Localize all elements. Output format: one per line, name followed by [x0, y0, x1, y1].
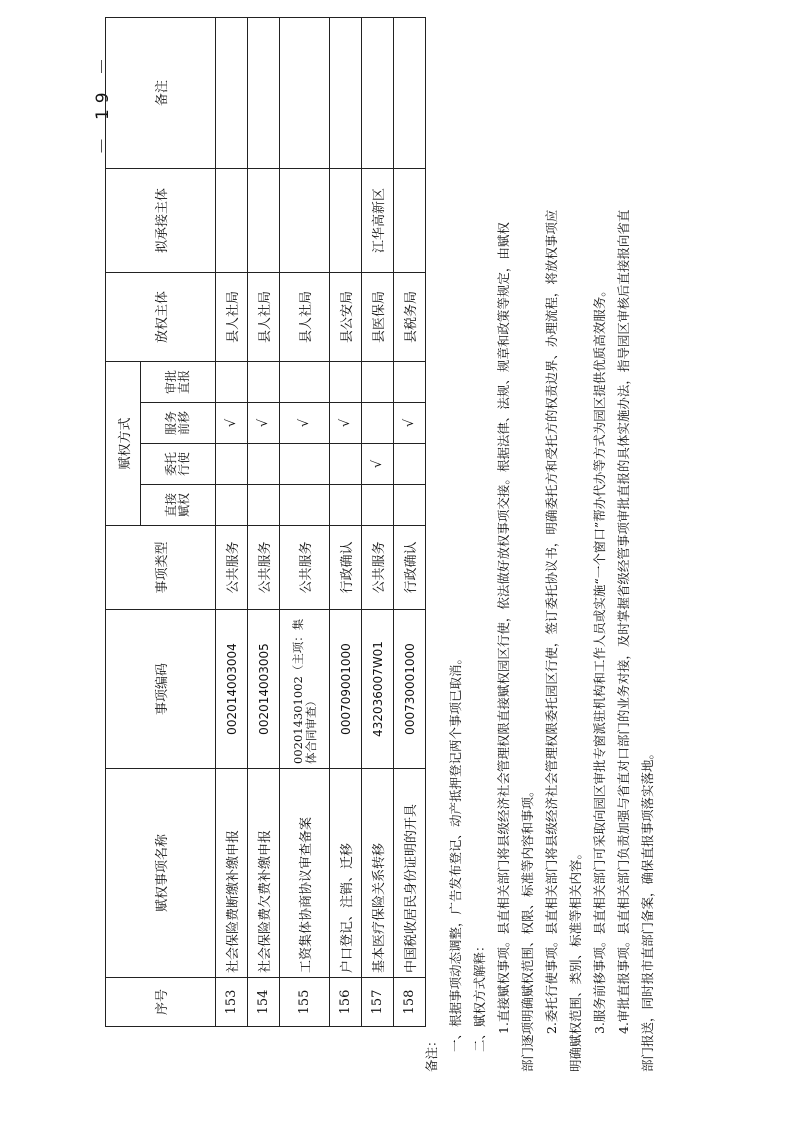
notes-label: 备注：	[424, 1034, 439, 1072]
cell-service: √	[248, 403, 280, 444]
cell-receiver	[216, 169, 248, 273]
cell-entrust	[280, 444, 330, 485]
header-seq: 序号	[106, 978, 216, 1027]
cell-approval	[330, 362, 362, 403]
cell-name: 基本医疗保险关系转移	[362, 769, 394, 978]
cell-grantor: 县人社局	[216, 273, 248, 362]
cell-receiver: 江华高新区	[362, 169, 394, 273]
header-remark: 备注	[106, 18, 216, 169]
cell-name: 工资集体协商协议审查备案	[280, 769, 330, 978]
cell-type: 公共服务	[216, 526, 248, 610]
header-mode-entrust: 委托行使	[141, 444, 216, 485]
cell-code: 002014003004	[216, 610, 248, 769]
cell-remark	[248, 18, 280, 169]
header-name: 赋权事项名称	[106, 769, 216, 978]
cell-service: √	[394, 403, 426, 444]
cell-direct	[216, 485, 248, 526]
cell-code: 002014301002（主项：集体合同审查）	[280, 610, 330, 769]
cell-service: √	[280, 403, 330, 444]
cell-approval	[216, 362, 248, 403]
cell-grantor: 县人社局	[248, 273, 280, 362]
note-line: 明确赋权范围、类别、标准等相关内容。	[568, 846, 583, 1072]
cell-approval	[248, 362, 280, 403]
cell-grantor: 县人社局	[280, 273, 330, 362]
note-line: 部门报送，同时报市直部门备案，确保直报事项落实落地。	[640, 746, 655, 1072]
cell-seq: 157	[362, 978, 394, 1027]
table-row	[280, 18, 330, 1027]
note-line: 4.审批直报事项。县直相关部门负责加强与省直对口部门的业务对接，及时掌握省级经管事项审批直报的具体实施办法，指导园区审核后直接报向省直	[616, 209, 631, 1034]
cell-grantor: 县税务局	[394, 273, 426, 362]
cell-seq: 155	[280, 978, 330, 1027]
cell-remark	[216, 18, 248, 169]
table-header-row	[106, 18, 141, 1027]
table-row	[248, 18, 280, 1027]
cell-service: √	[330, 403, 362, 444]
cell-receiver	[248, 169, 280, 273]
header-code: 事项编码	[106, 610, 216, 769]
cell-name: 社会保险费断缴补缴申报	[216, 769, 248, 978]
cell-seq: 153	[216, 978, 248, 1027]
note-line: 2.委托行使事项。县直相关部门将县级经济社会管理权限委托园区行使，签订委托协议书，明确委托方和受托方的权责边界、办理流程，将放权事项应	[544, 209, 559, 1034]
cell-entrust: √	[362, 444, 394, 485]
cell-entrust	[248, 444, 280, 485]
cell-code: 000709001000	[330, 610, 362, 769]
cell-type: 行政确认	[394, 526, 426, 610]
cell-seq: 156	[330, 978, 362, 1027]
cell-name: 中国税收居民身份证明的开具	[394, 769, 426, 978]
cell-code: 002014003005	[248, 610, 280, 769]
cell-direct	[330, 485, 362, 526]
page-number: － 19 －	[93, 52, 113, 155]
table-row	[330, 18, 362, 1027]
cell-seq: 154	[248, 978, 280, 1027]
cell-direct	[362, 485, 394, 526]
cell-entrust	[330, 444, 362, 485]
note-line: 1.直接赋权事项。县直相关部门将县级经济社会管理权限直接赋权园区行使，依法做好放权事项交接。根据法律、法规、规章和政策等规定，由赋权	[496, 222, 511, 1034]
cell-name: 社会保险费欠费补缴申报	[248, 769, 280, 978]
cell-direct	[280, 485, 330, 526]
cell-receiver	[280, 169, 330, 273]
note-line: 部门逐项明确赋权范围、权限、标准等内容和事项。	[520, 784, 535, 1072]
header-mode-direct: 直接赋权	[141, 485, 216, 526]
cell-seq: 158	[394, 978, 426, 1027]
cell-code: 432036007W01	[362, 610, 394, 769]
header-grantor: 放权主体	[106, 273, 216, 362]
cell-approval	[362, 362, 394, 403]
note-line: 3.服务前移事项。县直相关部门可采取向园区审批专窗派驻机构和工作人员或实施“一个窗口”帮办代办等方式为园区提供优质高效服务。	[592, 284, 607, 1034]
note-line: 二、赋权方式解释：	[472, 939, 487, 1052]
header-receiver: 拟承接主体	[106, 169, 216, 273]
cell-remark	[362, 18, 394, 169]
header-mode-service: 服务前移	[141, 403, 216, 444]
cell-remark	[330, 18, 362, 169]
header-type: 事项类型	[106, 526, 216, 610]
header-mode-group: 赋权方式	[106, 362, 141, 526]
cell-name: 户口登记、注销、迁移	[330, 769, 362, 978]
cell-direct	[248, 485, 280, 526]
cell-service: √	[216, 403, 248, 444]
notes-section	[420, 42, 660, 1072]
table-row	[216, 18, 248, 1027]
cell-type: 公共服务	[280, 526, 330, 610]
empowerment-table	[105, 17, 426, 1027]
cell-code: 000730001000	[394, 610, 426, 769]
cell-service	[362, 403, 394, 444]
note-line: 一、根据事项动态调整，广告发布登记、动产抵押登记两个事项已取消。	[448, 651, 463, 1052]
cell-entrust	[216, 444, 248, 485]
cell-approval	[280, 362, 330, 403]
cell-type: 行政确认	[330, 526, 362, 610]
header-mode-approval: 审批直报	[141, 362, 216, 403]
cell-type: 公共服务	[362, 526, 394, 610]
cell-type: 公共服务	[248, 526, 280, 610]
cell-grantor: 县公安局	[330, 273, 362, 362]
cell-receiver	[330, 169, 362, 273]
cell-grantor: 县医保局	[362, 273, 394, 362]
table-row	[362, 18, 394, 1027]
cell-remark	[280, 18, 330, 169]
